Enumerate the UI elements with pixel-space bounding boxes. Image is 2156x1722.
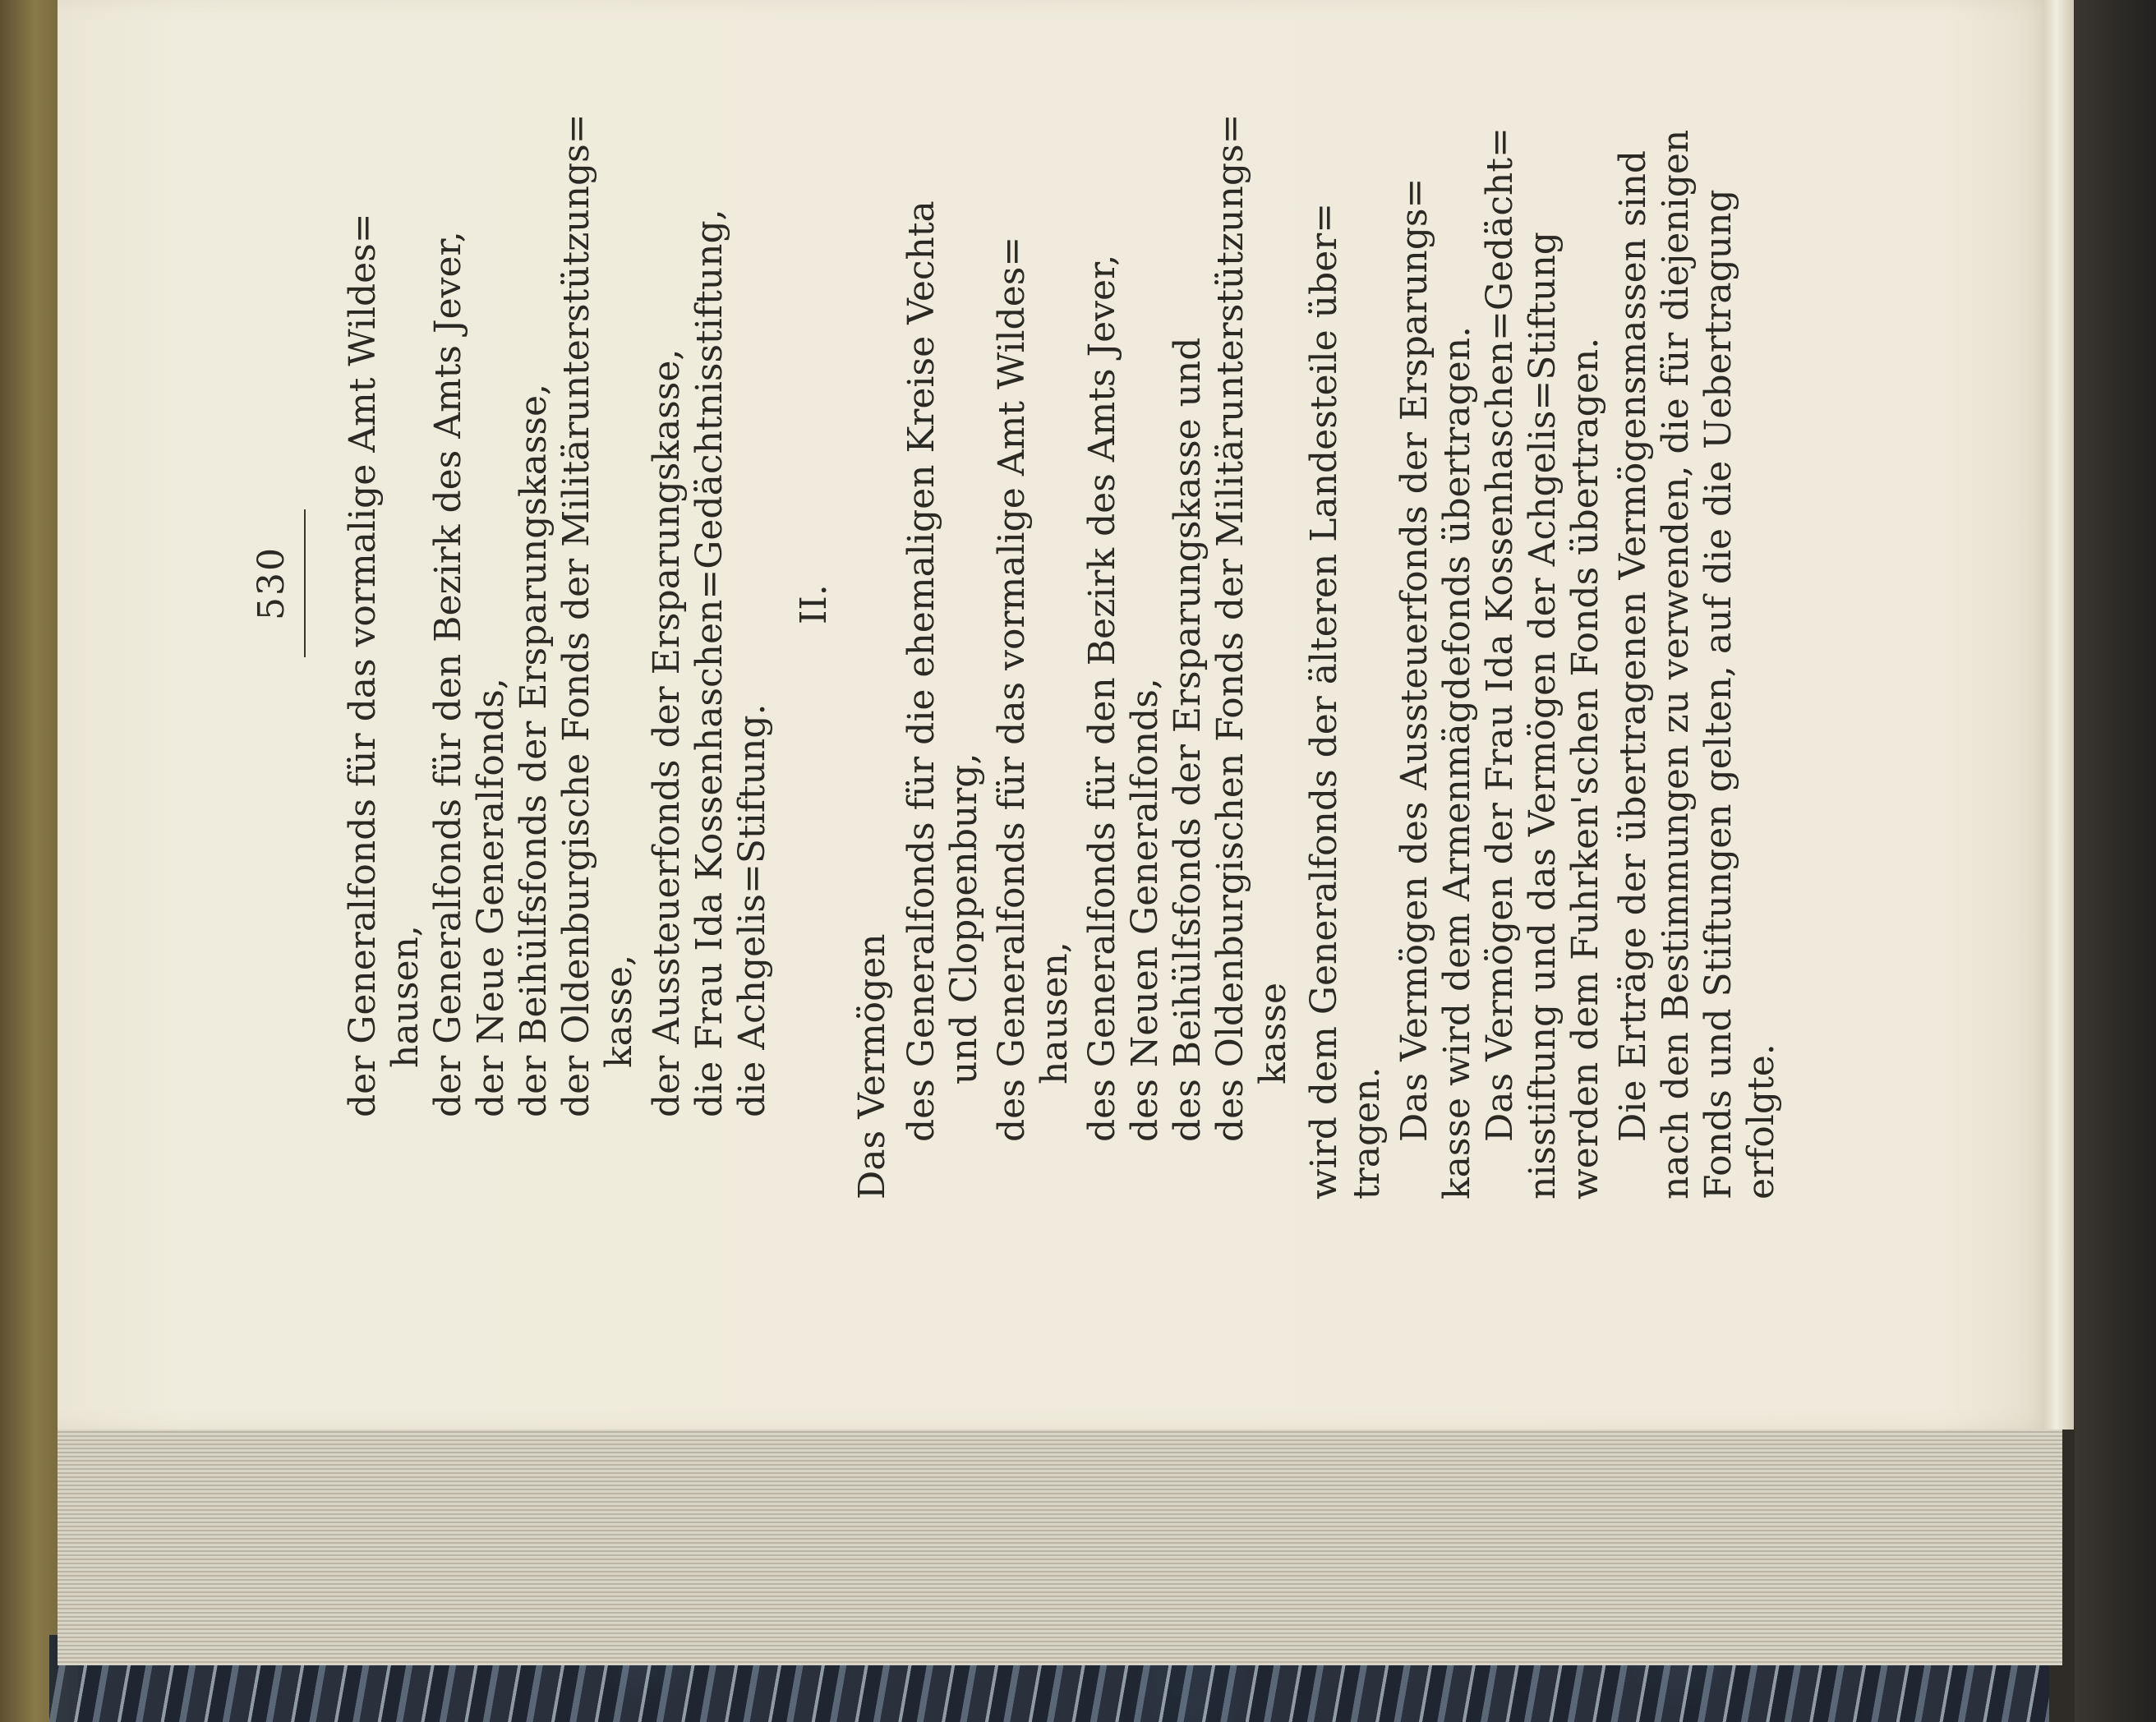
page-text	[251, 113, 1782, 1199]
text-line: nisstiftung und das Vermögen der Achgelis=Stiftung	[1522, 232, 1564, 1199]
text-line: hausen,	[1034, 942, 1076, 1084]
text-line: kasse wird dem Armenmägdefonds übertragen.	[1436, 325, 1478, 1199]
text-line: der Beihülfsfonds der Ersparungskasse,	[513, 383, 555, 1117]
text-line: des Oldenburgischen Fonds der Militärunterstützungs=	[1209, 113, 1251, 1142]
text-line: und Cloppenburg,	[943, 753, 985, 1084]
text-line: Fonds und Stiftungen gelten, auf die die Uebertragung	[1698, 189, 1739, 1199]
text-line: der Generalfonds für das vormalige Amt Wildes=	[342, 213, 384, 1117]
page-stack	[58, 1425, 2062, 1665]
page-gutter	[2044, 0, 2074, 1430]
text-line: wird dem Generalfonds der älteren Landesteile über=	[1303, 202, 1345, 1199]
text-line: werden dem Fuhrken'schen Fonds übertragen.	[1564, 337, 1606, 1199]
text-line: des Beihülfsfonds der Ersparungskasse und	[1167, 337, 1209, 1142]
text-line: die Frau Ida Kossenhaschen=Gedächtnisstiftung,	[689, 209, 730, 1117]
text-line: der Aussteuerfonds der Ersparungskasse,	[646, 348, 688, 1117]
text-line: der Neue Generalfonds,	[470, 678, 512, 1117]
text-line: tragen.	[1346, 1066, 1388, 1199]
text-line: des Generalfonds für die ehemaligen Kreise Vechta	[901, 200, 942, 1142]
header-rule	[304, 509, 306, 657]
text-line: kasse,	[598, 954, 640, 1068]
section-numeral: II.	[793, 584, 835, 624]
text-line: kasse	[1252, 982, 1294, 1084]
text-line: der Generalfonds für den Bezirk des Amts Jever,	[427, 231, 469, 1117]
page-number: 530	[251, 546, 293, 620]
text-line: erfolgte.	[1740, 1043, 1782, 1199]
text-line: Das Vermögen	[851, 933, 893, 1199]
text-line: der Oldenburgische Fonds der Militärunterstützungs=	[555, 113, 597, 1117]
text-line: des Generalfonds für den Bezirk des Amts Jever,	[1081, 254, 1123, 1142]
text-line: des Neuen Generalfonds,	[1124, 678, 1166, 1142]
text-line: hausen,	[385, 925, 426, 1068]
text-line: die Achgelis=Stiftung.	[731, 703, 773, 1117]
text-line: Das Vermögen des Aussteuerfonds der Ersparungs=	[1394, 177, 1435, 1142]
text-line: Die Erträge der übertragenen Vermögensmassen sind	[1612, 150, 1654, 1142]
text-line: Das Vermögen der Frau Ida Kossenhaschen=Gedächt=	[1479, 127, 1521, 1142]
bottom-edge	[2075, 0, 2156, 1722]
text-line: des Generalfonds für das vormalige Amt Wildes=	[991, 236, 1033, 1142]
text-line: nach den Bestimmungen zu verwenden, die für diejenigen	[1655, 129, 1697, 1199]
